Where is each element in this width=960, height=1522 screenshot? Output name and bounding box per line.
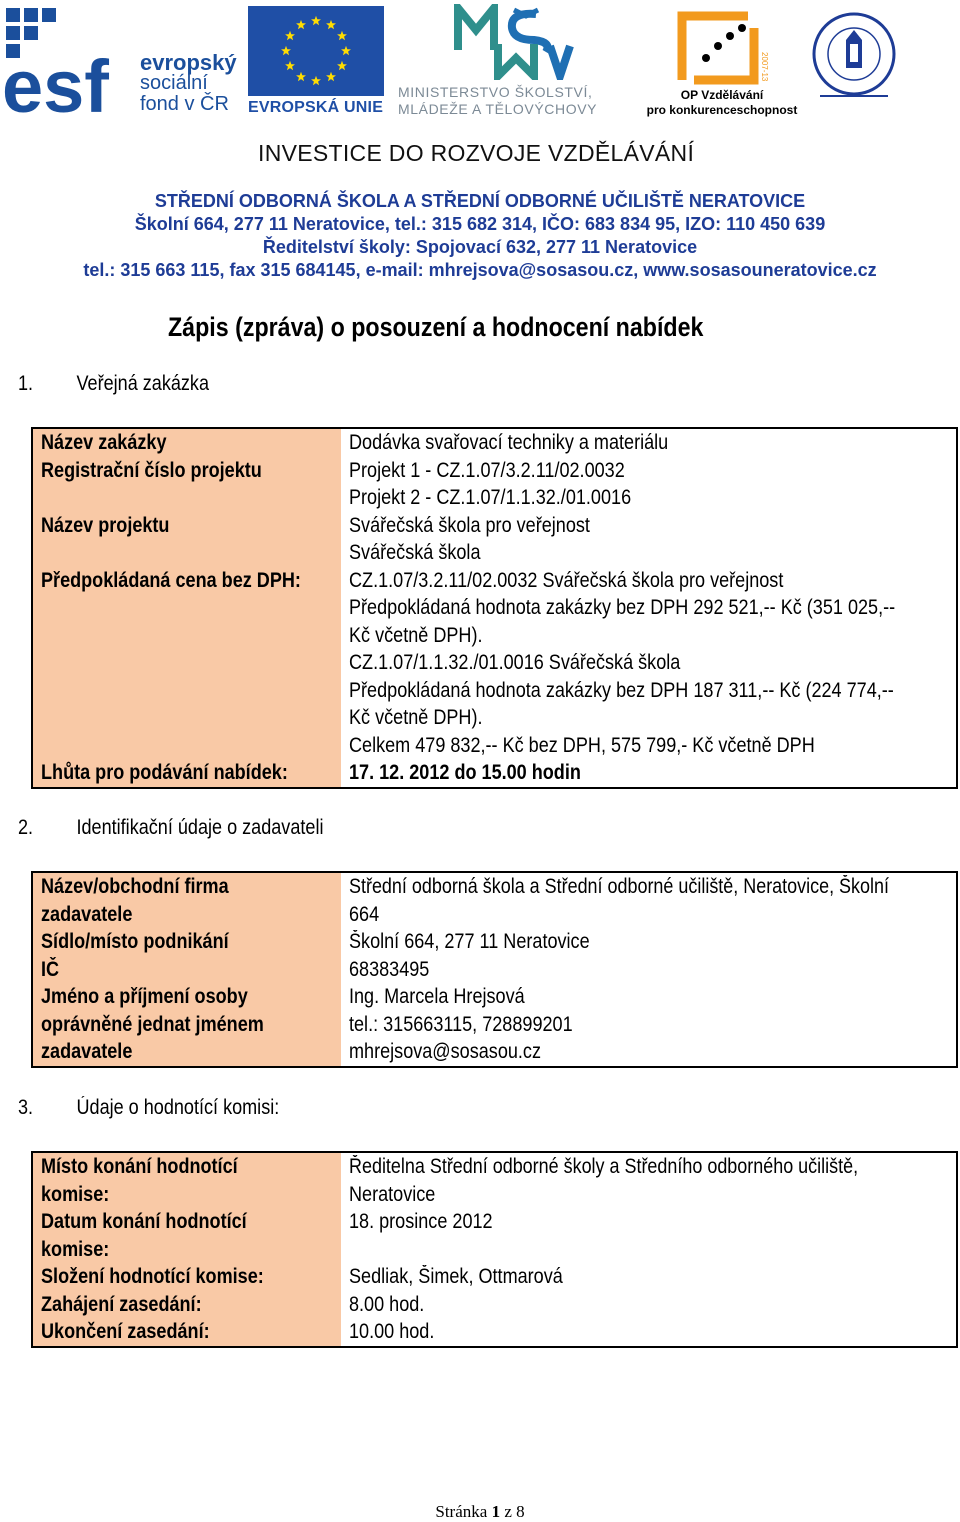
- label-cell: Ukončení zasedání:: [32, 1318, 341, 1347]
- value-cell: Ředitelna Střední odborné školy a Středního odborného učiliště, Neratovice: [341, 1152, 957, 1208]
- value-cell: CZ.1.07/3.2.11/02.0032 Svářečská škola pro veřejnost Předpokládaná hodnota zakázky bez DPH 292 521,-- Kč (351 025,-- Kč včetně DPH). CZ.1.07/1.1.32./01.0016 Svářečská škola Předpokládaná hodnota zakázky bez DPH 187 311,-- Kč (224 774,-- Kč včetně DPH). Celkem 479 832,-- Kč bez DPH, 575 799,- Kč včetně DPH: [341, 567, 957, 760]
- section-1-heading: 1. Veřejná zakázka: [18, 372, 210, 395]
- school-directorate: Ředitelství školy: Spojovací 632, 277 11 Neratovice: [262, 237, 698, 257]
- section-1-table: [31, 427, 958, 789]
- label-cell: Jméno a příjmení osoby oprávněné jednat jménem zadavatele: [32, 983, 341, 1067]
- label-cell: Sídlo/místo podnikání: [32, 928, 341, 956]
- label-cell: Název/obchodní firma zadavatele: [32, 872, 341, 928]
- investice-slogan: INVESTICE DO ROZVOJE VZDĚLÁVÁNÍ: [258, 140, 695, 166]
- label-cell: Název zakázky: [32, 428, 341, 457]
- esf-logo-text: evropský sociální fond v ČR: [140, 50, 237, 115]
- logo-strip: [0, 0, 960, 130]
- eu-logo-label: EVROPSKÁ UNIE: [248, 99, 384, 116]
- label-cell: Datum konání hodnotící komise:: [32, 1208, 341, 1263]
- table-row: [32, 1318, 957, 1347]
- value-cell: Dodávka svařovací techniky a materiálu: [341, 428, 957, 457]
- label-cell: Registrační číslo projektu: [32, 457, 341, 512]
- table-row: [32, 1152, 957, 1208]
- table-row: [32, 457, 957, 512]
- section-2-table: [31, 871, 958, 1068]
- table-row: [32, 428, 957, 457]
- table-row: [32, 956, 957, 984]
- table-row: [32, 512, 957, 567]
- table-row: [32, 567, 957, 760]
- eu-flag-icon: [248, 6, 384, 96]
- table-row: [32, 872, 957, 928]
- label-cell: Zahájení zasedání:: [32, 1291, 341, 1319]
- msmt-logo-icon: [454, 4, 574, 80]
- msmt-logo-text: MINISTERSTVO ŠKOLSTVÍ, MLÁDEŽE A TĚLOVÝCHOVY: [398, 84, 598, 117]
- op-logo-icon: [676, 8, 772, 86]
- value-cell: Ing. Marcela Hrejsová tel.: 315663115, 728899201 mhrejsova@sosasou.cz: [341, 983, 957, 1067]
- value-cell: 8.00 hod.: [341, 1291, 957, 1319]
- label-cell: Název projektu: [32, 512, 341, 567]
- label-cell: Složení hodnotící komise:: [32, 1263, 341, 1291]
- label-cell: IČ: [32, 956, 341, 984]
- page-footer: Stránka 1 z 8: [435, 1502, 525, 1521]
- svg-text:esf: esf: [2, 45, 109, 118]
- value-cell: Projekt 1 - CZ.1.07/3.2.11/02.0032 Projekt 2 - CZ.1.07/1.1.32./01.0016: [341, 457, 957, 512]
- section-2-heading: 2. Identifikační údaje o zadavateli: [18, 816, 324, 839]
- table-row: [32, 759, 957, 788]
- school-address: Školní 664, 277 11 Neratovice, tel.: 315 682 314, IČO: 683 834 95, IZO: 110 450 639: [134, 214, 826, 234]
- school-header: [0, 190, 960, 282]
- table-row: [32, 1208, 957, 1263]
- section-3-table: [31, 1151, 958, 1348]
- table-row: [32, 1291, 957, 1319]
- value-cell: 68383495: [341, 956, 957, 984]
- value-cell: 10.00 hod.: [341, 1318, 957, 1347]
- value-cell: Střední odborná škola a Střední odborné učiliště, Neratovice, Školní 664: [341, 872, 957, 928]
- value-cell: Svářečská škola pro veřejnost Svářečská škola: [341, 512, 957, 567]
- svg-text:2007-13: 2007-13: [760, 52, 769, 82]
- value-cell: Sedliak, Šimek, Ottmarová: [341, 1263, 957, 1291]
- table-row: [32, 983, 957, 1067]
- label-cell: Místo konání hodnotící komise:: [32, 1152, 341, 1208]
- esf-logo-icon: [2, 4, 130, 118]
- school-seal-icon: [812, 4, 896, 112]
- document-title: Zápis (zpráva) o posouzení a hodnocení nabídek: [168, 312, 704, 342]
- value-cell: 17. 12. 2012 do 15.00 hodin: [341, 759, 957, 788]
- table-row: [32, 928, 957, 956]
- label-cell: Lhůta pro podávání nabídek:: [32, 759, 341, 788]
- school-name: STŘEDNÍ ODBORNÁ ŠKOLA A STŘEDNÍ ODBORNÉ UČILIŠTĚ NERATOVICE: [154, 191, 806, 211]
- table-row: [32, 1263, 957, 1291]
- op-logo-text: OP Vzdělávání pro konkurenceschopnost: [646, 88, 798, 117]
- value-cell: Školní 664, 277 11 Neratovice: [341, 928, 957, 956]
- value-cell: 18. prosince 2012: [341, 1208, 957, 1263]
- section-3-heading: 3. Údaje o hodnotící komisi:: [18, 1096, 280, 1119]
- label-cell: Předpokládaná cena bez DPH:: [32, 567, 341, 760]
- school-contact: tel.: 315 663 115, fax 315 684145, e-mail: mhrejsova@sosasou.cz, www.sosasouneratovice.cz: [83, 260, 877, 280]
